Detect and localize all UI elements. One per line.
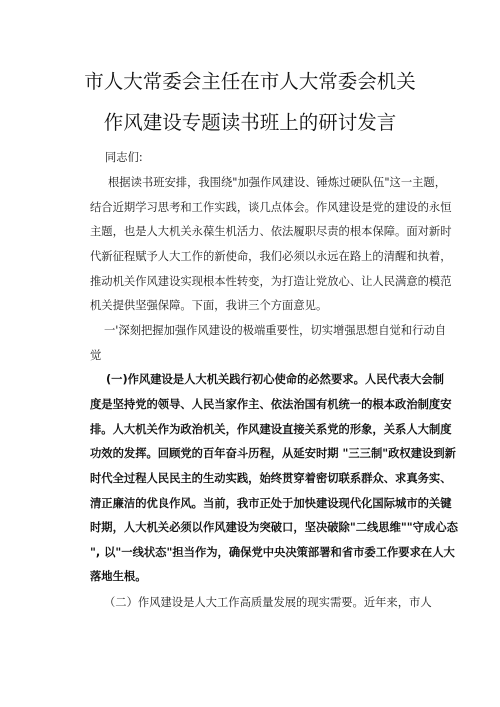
body-line: 根据读书班安排，我围绕"加强作风建设、锤炼过硬队伍"这一主题， bbox=[108, 176, 447, 189]
subsection-line: 功效的发挥。回顾党的百年奋斗历程，从延安时期 "三三制"政权建设到新 bbox=[90, 447, 456, 460]
body-line: 结合近期学习思考和工作实践，谈几点体会。作风建设是党的建设的永恒 bbox=[90, 201, 452, 214]
body-line: （二）作风建设是人大工作高质量发展的现实需要。近年来，市人 bbox=[104, 596, 432, 609]
subsection-line: 落地生根。 bbox=[90, 570, 147, 583]
section-heading-line: 觉 bbox=[90, 349, 102, 362]
document-title-line-2: 作风建设专题读书班上的研讨发言 bbox=[103, 111, 397, 134]
subsection-line: 清正廉洁的优良作风。当前，我市正处于加快建设现代化国际城市的关键 bbox=[90, 497, 452, 510]
body-line: 主题，也是人大机关永葆生机活力、依法履职尽责的根本保障。面对新时 bbox=[90, 225, 452, 238]
body-line: 推动机关作风建设实现根本性转变，为打造让党放心、让人民满意的模范 bbox=[90, 275, 452, 288]
subsection-line: ", 以"一线状态"担当作为，确保党中央决策部署和省市委工作要求在人大 bbox=[90, 546, 455, 559]
salutation: 同志们: bbox=[105, 151, 143, 164]
body-line: 代新征程赋予人大工作的新使命，我们必须以永远在路上的清醒和执着， bbox=[90, 250, 452, 263]
subsection-line: (一)作风建设是人大机关践行初心使命的必然要求。人民代表大会制 bbox=[106, 373, 444, 386]
subsection-line: 排。人大机关作为政治机关，作风建设直接关系党的形象，关系人大制度 bbox=[90, 423, 452, 436]
body-line: 机关提供坚强保障。下面，我讲三个方面意见。 bbox=[90, 299, 328, 312]
subsection-line: 时代全过程人民民主的生动实践，始终贯穿着密切联系群众、求真务实、 bbox=[90, 472, 452, 485]
section-heading-line: 一'深刻把握加强作风建设的极端重要性，切实增强思想自觉和行动自 bbox=[104, 324, 447, 337]
subsection-line: 度是坚持党的领导、人民当家作主、依法治国有机统一的根本政治制度安 bbox=[90, 398, 452, 411]
document-title-line-1: 市人大常委会主任在市人大常委会机关 bbox=[84, 70, 416, 93]
subsection-line: 时期，人大机关必须以作风建设为突破口，坚决破除"二线思维""守成心态 bbox=[90, 521, 458, 534]
